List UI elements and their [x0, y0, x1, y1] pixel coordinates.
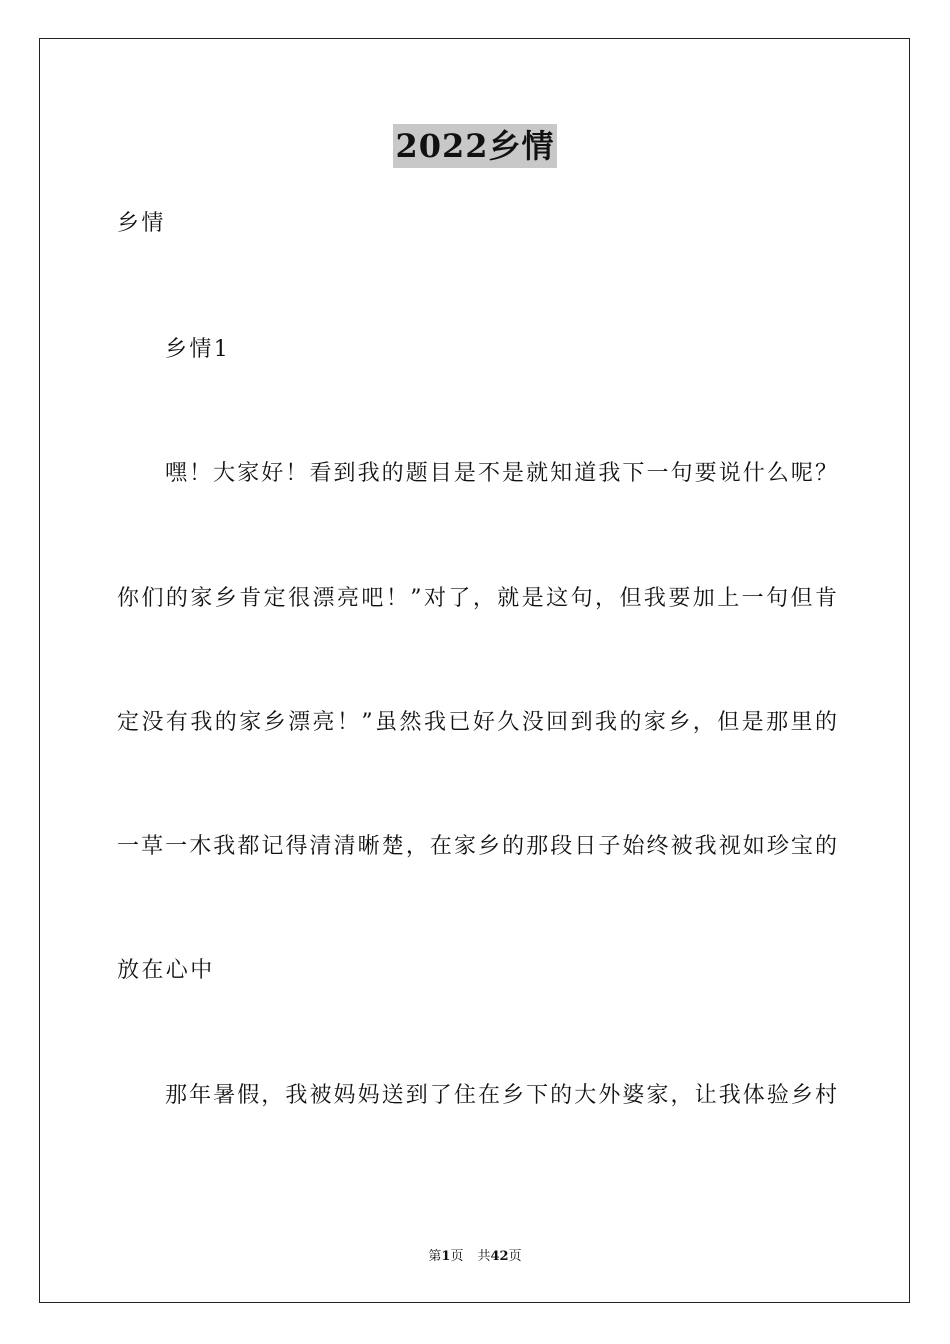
section-heading: 乡情1 — [165, 337, 231, 362]
footer-total-pages: 42 — [490, 1249, 509, 1264]
document-title-text: 2022乡情 — [393, 124, 556, 168]
paragraph-1-line-5: 放在心中 — [117, 958, 215, 983]
footer-total-prefix: 共 — [477, 1249, 491, 1264]
paragraph-1-line-3: 定没有我的家乡漂亮！”虽然我已好久没回到我的家乡，但是那里的 — [117, 710, 837, 735]
page-footer — [0, 1248, 950, 1266]
paragraph-2-line-1: 那年暑假，我被妈妈送到了住在乡下的大外婆家，让我体验乡村 — [165, 1083, 837, 1108]
document-title — [0, 124, 950, 176]
footer-page-number: 1 — [441, 1249, 451, 1264]
subtitle: 乡情 — [117, 211, 166, 236]
paragraph-1-line-1: 嘿！大家好！看到我的题目是不是就知道我下一句要说什么呢？ — [165, 461, 837, 486]
footer-total-suffix: 页 — [508, 1249, 522, 1264]
paragraph-1-line-2: 你们的家乡肯定很漂亮吧！”对了，就是这句，但我要加上一句但肯 — [117, 586, 837, 611]
footer-page-suffix: 页 — [450, 1249, 464, 1264]
footer-page-prefix: 第 — [428, 1249, 442, 1264]
paragraph-1-line-4: 一草一木我都记得清清晰楚，在家乡的那段日子始终被我视如珍宝的 — [117, 834, 837, 859]
